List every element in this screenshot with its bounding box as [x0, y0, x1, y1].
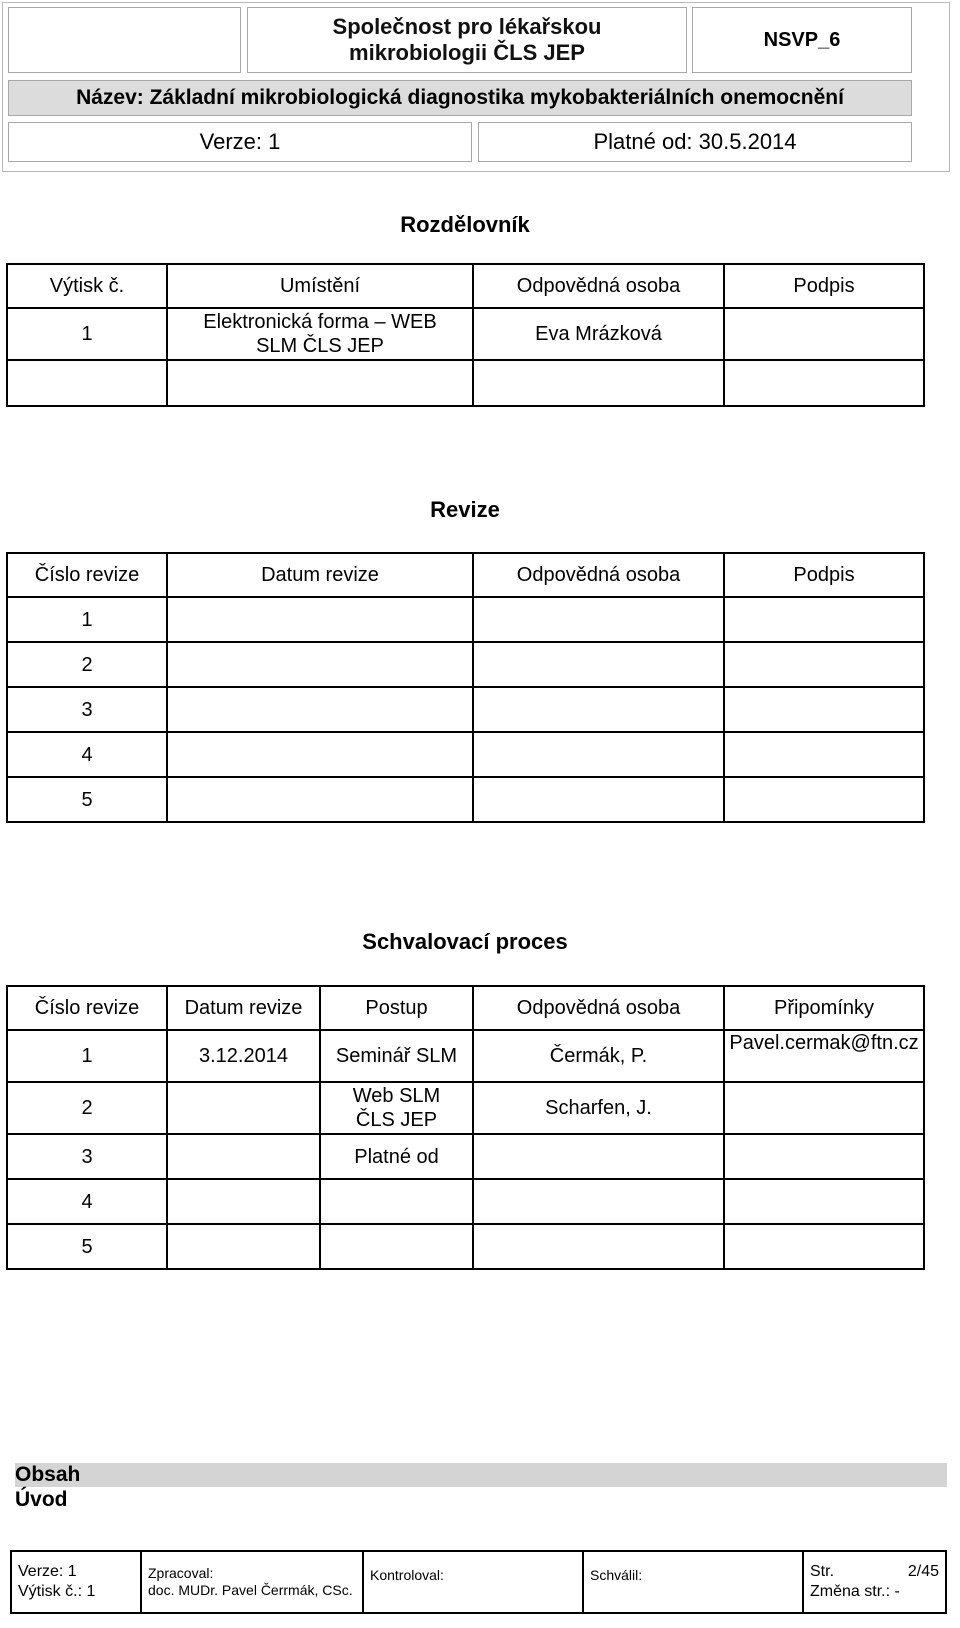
- table-cell: [473, 1179, 724, 1224]
- table-cell: [167, 360, 473, 406]
- table-cell: [473, 1224, 724, 1269]
- footer-page-label: Str.: [810, 1563, 835, 1580]
- header-document-title: Název: Základní mikrobiologická diagnostika mykobakteriálních onemocnění: [8, 80, 912, 116]
- table-cell: 4: [7, 732, 167, 777]
- approval-table: [6, 985, 925, 1270]
- revisions-table: [6, 552, 925, 823]
- table-cell: Čermák, P.: [473, 1030, 724, 1082]
- column-header: Číslo revize: [7, 986, 167, 1030]
- header-valid-from: Platné od: 30.5.2014: [478, 122, 912, 162]
- column-header: Výtisk č.: [7, 264, 167, 308]
- footer-approved-cell: [583, 1551, 803, 1613]
- column-header: Odpovědná osoba: [473, 553, 724, 597]
- table-cell: Platné od: [320, 1134, 473, 1179]
- footer-checked-label: Kontroloval:: [370, 1566, 444, 1583]
- table-cell: [724, 360, 924, 406]
- table-cell: 3.12.2014: [167, 1030, 320, 1082]
- table-cell: [167, 777, 473, 822]
- table-cell: [724, 687, 924, 732]
- table-cell: Web SLM ČLS JEP: [320, 1082, 473, 1134]
- table-cell: [167, 597, 473, 642]
- table-cell: [167, 732, 473, 777]
- footer-page: [810, 1562, 939, 1582]
- table-cell: [724, 1082, 924, 1134]
- table-cell: 4: [7, 1179, 167, 1224]
- column-header: Datum revize: [167, 553, 473, 597]
- column-header: Datum revize: [167, 986, 320, 1030]
- table-cell: [167, 1134, 320, 1179]
- table-cell: [320, 1224, 473, 1269]
- column-header: Číslo revize: [7, 553, 167, 597]
- table-row: [7, 597, 924, 642]
- table-cell: [724, 1224, 924, 1269]
- table-cell: 3: [7, 687, 167, 732]
- document-footer: [10, 1550, 947, 1614]
- contents-heading: Obsah: [15, 1463, 947, 1487]
- table-cell: [473, 1134, 724, 1179]
- table-header-row: [7, 986, 924, 1030]
- table-row: [7, 1030, 924, 1082]
- table-cell: [473, 687, 724, 732]
- table-cell: [167, 1082, 320, 1134]
- table-cell: [167, 1224, 320, 1269]
- distribution-title: Rozdělovník: [400, 212, 530, 237]
- table-cell: Scharfen, J.: [473, 1082, 724, 1134]
- table-cell: 5: [7, 777, 167, 822]
- footer-page-number: 2/45: [907, 1563, 939, 1580]
- footer-version: Verze: 1: [18, 1563, 77, 1580]
- table-cell: Seminář SLM: [320, 1030, 473, 1082]
- table-cell: [724, 642, 924, 687]
- footer-approved-label: Schválil:: [590, 1566, 643, 1583]
- header-logo-cell: [8, 7, 241, 73]
- column-header: Odpovědná osoba: [473, 986, 724, 1030]
- table-cell: [167, 642, 473, 687]
- table-cell: Elektronická forma – WEB SLM ČLS JEP: [167, 308, 473, 360]
- revisions-title: Revize: [430, 497, 500, 522]
- introduction-heading: Úvod: [15, 1488, 68, 1511]
- footer-prepared-label: Zpracoval:: [148, 1565, 214, 1581]
- column-header: Umístění: [167, 264, 473, 308]
- column-header: Odpovědná osoba: [473, 264, 724, 308]
- table-cell: [473, 732, 724, 777]
- header-organization: Společnost pro lékařskou mikrobiologii ČLS JEP: [247, 7, 687, 73]
- footer-copy-number: Výtisk č.: 1: [18, 1583, 96, 1600]
- table-cell: [320, 1179, 473, 1224]
- column-header: Podpis: [724, 264, 924, 308]
- table-cell: 1: [7, 1030, 167, 1082]
- table-cell: 2: [7, 642, 167, 687]
- table-cell: [724, 1030, 924, 1082]
- footer-version-cell: [11, 1551, 141, 1613]
- table-row: [7, 308, 924, 360]
- table-cell: [724, 777, 924, 822]
- table-row: [7, 642, 924, 687]
- column-header: Podpis: [724, 553, 924, 597]
- table-cell: [167, 1179, 320, 1224]
- table-row: [7, 1082, 924, 1134]
- table-cell: [473, 777, 724, 822]
- table-row: [7, 1179, 924, 1224]
- email-link[interactable]: Pavel.cermak@ftn.cz: [729, 1032, 919, 1054]
- table-cell: [167, 687, 473, 732]
- header-version: Verze: 1: [8, 122, 472, 162]
- footer-row: [11, 1551, 946, 1613]
- table-row: [7, 777, 924, 822]
- table-cell: [7, 360, 167, 406]
- footer-page-change: Změna str.: -: [810, 1583, 900, 1600]
- footer-checked-cell: [363, 1551, 583, 1613]
- footer-prepared-cell: [141, 1551, 363, 1613]
- table-cell: [724, 1134, 924, 1179]
- table-header-row: [7, 264, 924, 308]
- column-header: Postup: [320, 986, 473, 1030]
- footer-page-cell: [803, 1551, 946, 1613]
- table-cell: 3: [7, 1134, 167, 1179]
- table-cell: [724, 1179, 924, 1224]
- table-header-row: [7, 553, 924, 597]
- table-cell: [473, 642, 724, 687]
- table-cell: 2: [7, 1082, 167, 1134]
- header-document-code: NSVP_6: [692, 7, 912, 73]
- table-row: [7, 1224, 924, 1269]
- table-cell: 5: [7, 1224, 167, 1269]
- table-cell: [473, 597, 724, 642]
- table-cell: 1: [7, 308, 167, 360]
- table-row: [7, 687, 924, 732]
- table-row: [7, 732, 924, 777]
- table-cell: [473, 360, 724, 406]
- approval-title: Schvalovací proces: [362, 929, 568, 954]
- table-cell: Eva Mrázková: [473, 308, 724, 360]
- footer-prepared-name: doc. MUDr. Pavel Čerrmák, CSc.: [148, 1582, 353, 1598]
- column-header: Připomínky: [724, 986, 924, 1030]
- table-cell: [724, 732, 924, 777]
- table-cell: [724, 308, 924, 360]
- table-row: [7, 360, 924, 406]
- table-cell: [724, 597, 924, 642]
- distribution-table: [6, 263, 925, 407]
- table-cell: 1: [7, 597, 167, 642]
- table-row: [7, 1134, 924, 1179]
